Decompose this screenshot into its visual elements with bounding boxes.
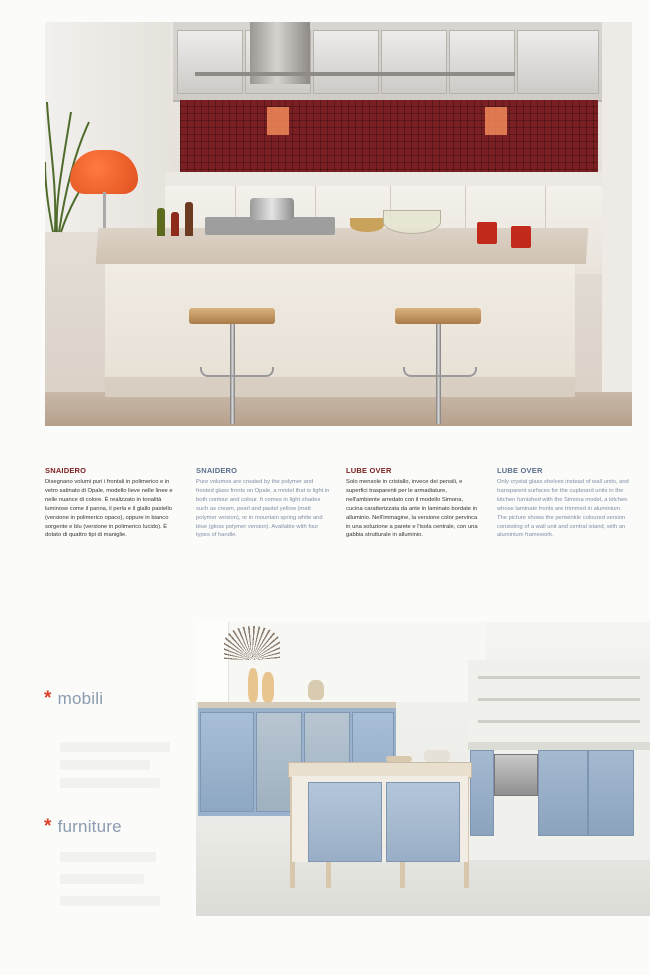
column-title: SNAIDERO: [196, 466, 238, 475]
column-snaidero-en: [196, 466, 330, 540]
column-lube-en: [497, 466, 631, 540]
column-snaidero-it: [45, 466, 179, 540]
wall-cabinets: [173, 22, 603, 102]
oven: [494, 754, 538, 796]
star-icon: *: [44, 688, 52, 709]
kitchen-photo-snaidero: [45, 22, 632, 426]
label-text: mobili: [57, 689, 104, 708]
column-lube-it: [346, 466, 480, 540]
column-title: LUBE OVER: [497, 466, 543, 475]
red-mosaic-backsplash: [180, 100, 598, 172]
column-title: LUBE OVER: [346, 466, 392, 475]
column-body: Solo mensole in cristallo, invece dei pensili, e superfici trasparenti per le armadiature, nell'ambiente arredato con il modello Simona, cucina caratterizzata da ante in laminato bordate in alluminio. Nell'immagine, la versione color pervinca in una soluzione a parete e l'isola centrale, con una gabbia strutturale in alluminio.: [346, 479, 478, 539]
column-body: Only crystal glass shelves instead of wall units, and transparent surfaces for the cupboard units in the kitchen furnished with the Simona model, a kitchen whose laminate fronts are trimmed in aluminium. The picture shows the periwinkle coloured version consisting of a wall unit and central island, with an aluminium framework.: [497, 479, 629, 539]
label-text: furniture: [57, 817, 122, 836]
kitchen-photo-lube: [196, 622, 650, 916]
column-body: Pure volumes are created by the polymer and frosted glass fronts on Opale, a model that is light in both contour and colour. It comes in light shades such as cream, pearl and pastel yellow (matt polymer version), or in mountain spring white and blue (gloss polymer version). Available with four types of handle.: [196, 479, 330, 539]
blue-island: [292, 776, 468, 862]
section-label-furniture: [44, 816, 122, 838]
kitchen-island: [105, 262, 575, 389]
section-label-mobili: [44, 688, 103, 710]
star-icon: *: [44, 816, 52, 837]
orange-chair: [70, 150, 138, 194]
dried-plant-image: [224, 626, 280, 660]
column-title: SNAIDERO: [45, 466, 87, 475]
column-body: Disegnano volumi puri i frontali in polimerico e in vetro satinato di Opale, modello lieve nelle linee e nelle nuance di colore. È realizzato in tonalità luminose come il panna, il perla e il giallo pastello (versione in polimerico opaco), oppure in bianco sorgente e blu (versione in polimerico lucido). È dotato di quattro tipi di maniglie.: [45, 479, 173, 539]
